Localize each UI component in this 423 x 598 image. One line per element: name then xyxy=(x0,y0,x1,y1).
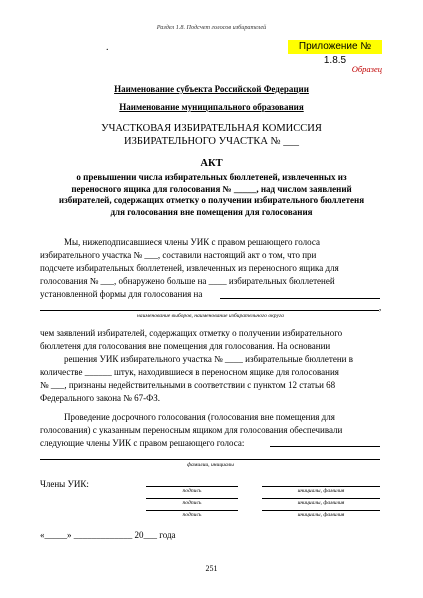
name-caption-1: инициалы, фамилия xyxy=(297,488,345,494)
act-subject-line2: переносного ящика для голосования № _____, над числом заявлений xyxy=(71,183,352,194)
paragraph-1-line5: установленной формы для голосования на xyxy=(40,289,203,299)
paragraph-1-line2: избирательного участка № ___, составили настоящий акт о том, что при xyxy=(40,250,317,260)
signature-line-1 xyxy=(146,486,238,487)
name-line-1 xyxy=(262,486,380,487)
caption-elections: наименование выборов, наименование избирательного округа xyxy=(137,313,284,319)
signature-caption-1: подпись xyxy=(182,488,202,494)
signature-line-2 xyxy=(146,498,238,499)
paragraph-3-line2: голосования) с указанным переносным ящиком для голосования обеспечивали xyxy=(40,425,343,435)
paragraph-1-line1: Мы, нижеподписавшиеся члены УИК с правом решающего голоса xyxy=(64,237,320,247)
page-number: 251 xyxy=(205,564,218,573)
running-header: Раздел 1.8. Подсчет голосов избирателей xyxy=(156,24,267,31)
signature-caption-3: подпись xyxy=(182,512,202,518)
subject-name-title: Наименование субъекта Российской Федерации xyxy=(114,84,309,94)
paragraph-3-line3: следующие члены УИК с правом решающего голоса: xyxy=(40,438,245,448)
commission-title-line1: УЧАСТКОВАЯ ИЗБИРАТЕЛЬНАЯ КОМИССИЯ xyxy=(101,123,322,134)
paragraph-1-line3: подсчете избирательных бюллетеней, извлеченных из переносного ящика для xyxy=(40,263,339,273)
signature-caption-2: подпись xyxy=(182,500,202,506)
name-line-2 xyxy=(262,498,380,499)
paragraph-2-line6: Федерального закона № 67-ФЗ. xyxy=(40,393,160,403)
name-caption-3: инициалы, фамилия xyxy=(297,512,345,518)
fill-line-names-b xyxy=(40,459,380,460)
caption-names: фамилии, инициалы xyxy=(187,462,234,468)
act-subject-line4: для голосования вне помещения для голосования xyxy=(110,206,313,217)
fill-line-elections-b xyxy=(40,310,379,311)
paragraph-1-line4: голосования № ___, обнаружено больше на ____ избирательных бюллетеней xyxy=(40,276,335,286)
comma: , xyxy=(379,302,382,312)
paragraph-2-line2: бюллетеня для голосования вне помещения для голосования. На основании xyxy=(40,341,331,351)
appendix-label: Приложение № 1.8.5 xyxy=(288,40,382,54)
commission-title-line2: ИЗБИРАТЕЛЬНОГО УЧАСТКА № ___ xyxy=(124,136,299,147)
sample-label: Образец xyxy=(351,64,382,74)
fill-line-names-a xyxy=(270,446,380,447)
name-line-3 xyxy=(262,510,380,511)
act-subject xyxy=(50,172,373,218)
name-caption-2: инициалы, фамилия xyxy=(297,500,345,506)
paragraph-2-line3: решения УИК избирательного участка № ____ избирательные бюллетени в xyxy=(64,354,353,364)
members-label: Члены УИК: xyxy=(40,479,89,489)
fill-line-elections-a xyxy=(220,298,380,299)
act-subject-line1: о превышении числа избирательных бюллетеней, извлеченных из xyxy=(76,172,347,182)
date-line: «_____» _____________ 20___ года xyxy=(40,530,176,540)
paragraph-2-line1: чем заявлений избирателей, содержащих отметку о получении избирательного xyxy=(40,328,343,338)
paragraph-3-line1: Проведение досрочного голосования (голосования вне помещения для xyxy=(64,412,335,422)
paragraph-2-line4: количестве ______ штук, находившиеся в переносном ящике для голосования xyxy=(40,367,339,377)
paragraph-2-line5: № ___, признаны недействительными в соответствии с пунктом 12 статьи 68 xyxy=(40,380,336,390)
act-heading: АКТ xyxy=(200,158,223,169)
municipality-name-title: Наименование муниципального образования xyxy=(119,102,304,112)
marker-dot: . xyxy=(106,42,109,53)
signature-line-3 xyxy=(146,510,238,511)
commission-title xyxy=(0,122,423,148)
act-subject-line3: избирателей, содержащих отметку о получении избирательного бюллетеня xyxy=(58,195,365,205)
